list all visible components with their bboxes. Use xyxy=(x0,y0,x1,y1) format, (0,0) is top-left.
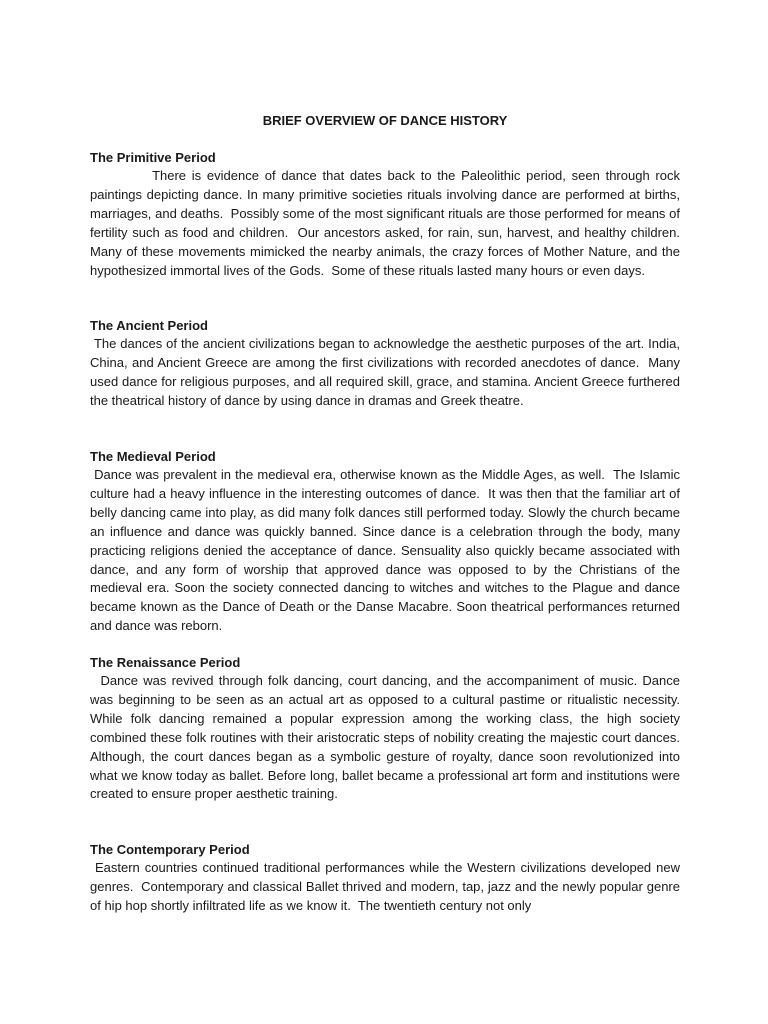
section-body-ancient-period: The dances of the ancient civilizations began to acknowledge the aesthetic purposes of the art. India, China, and Ancient Greece are among the first civilizations with recorded anecdotes of dance. Many used dance for religious purposes, and all required skill, grace, and stamina. Ancient Greece furthered the theatrical history of dance by using dance in dramas and Greek theatre. xyxy=(90,336,684,408)
section-heading-medieval-period: The Medieval Period xyxy=(90,449,216,464)
document-title: BRIEF OVERVIEW OF DANCE HISTORY xyxy=(262,113,508,128)
section-heading-renaissance-period: The Renaissance Period xyxy=(90,655,241,670)
section-body-primitive-period: There is evidence of dance that dates back to the Paleolithic period, seen through rock paintings depicting dance. In many primitive societies rituals involving dance are performed at births, marriages, and deaths. Possibly some of the most significant rituals are those performed for means of fertility such as food and children. Our ancestors asked, for rain, sun, harvest, and healthy children. Many of these movements mimicked the nearby animals, the crazy forces of Mother Nature, and the hypothesized immortal lives of the Gods. Some of these rituals lasted many hours or even days. xyxy=(90,168,688,278)
section-heading-contemporary-period: The Contemporary Period xyxy=(90,842,250,857)
section-body-medieval-period: Dance was prevalent in the medieval era, otherwise known as the Middle Ages, as well. The Islamic culture had a heavy influence in the interesting outcomes of dance. It was then that the familiar art of belly dancing came into play, as did many folk dances still performed today. Slowly the church became an influence and dance was quickly banned. Since dance is a celebration through the body, many practicing religions denied the acceptance of dance. Sensuality also quickly became associated with dance, and any form of worship that approved dance was opposed to by the Christians of the medieval era. Soon the society connected dancing to witches and witches to the Plague and dance became known as the Dance of Death or the Danse Macabre. Soon theatrical performances returned and dance was reborn. xyxy=(90,467,684,634)
section-heading-primitive-period: The Primitive Period xyxy=(90,150,216,165)
section-body-renaissance-period: Dance was revived through folk dancing, court dancing, and the accompaniment of music. Dance was beginning to be seen as an actual art as opposed to a cultural pastime or ritualistic necessity. While folk dancing remained a popular expression among the working class, the high society combined these folk routines with their aristocratic steps of nobility creating the majestic court dances. Although, the court dances began as a symbolic gesture of royalty, dance soon revolutionized into what we know today as ballet. Before long, ballet became a professional art form and institutions were created to ensure proper aesthetic training. xyxy=(90,673,688,802)
section-heading-ancient-period: The Ancient Period xyxy=(90,318,208,333)
section-body-contemporary-period: Eastern countries continued traditional performances while the Western civilizations developed new genres. Contemporary and classical Ballet thrived and modern, tap, jazz and the newly popular genre of hip hop shortly infiltrated life as we know it. The twentieth century not only xyxy=(90,860,684,913)
